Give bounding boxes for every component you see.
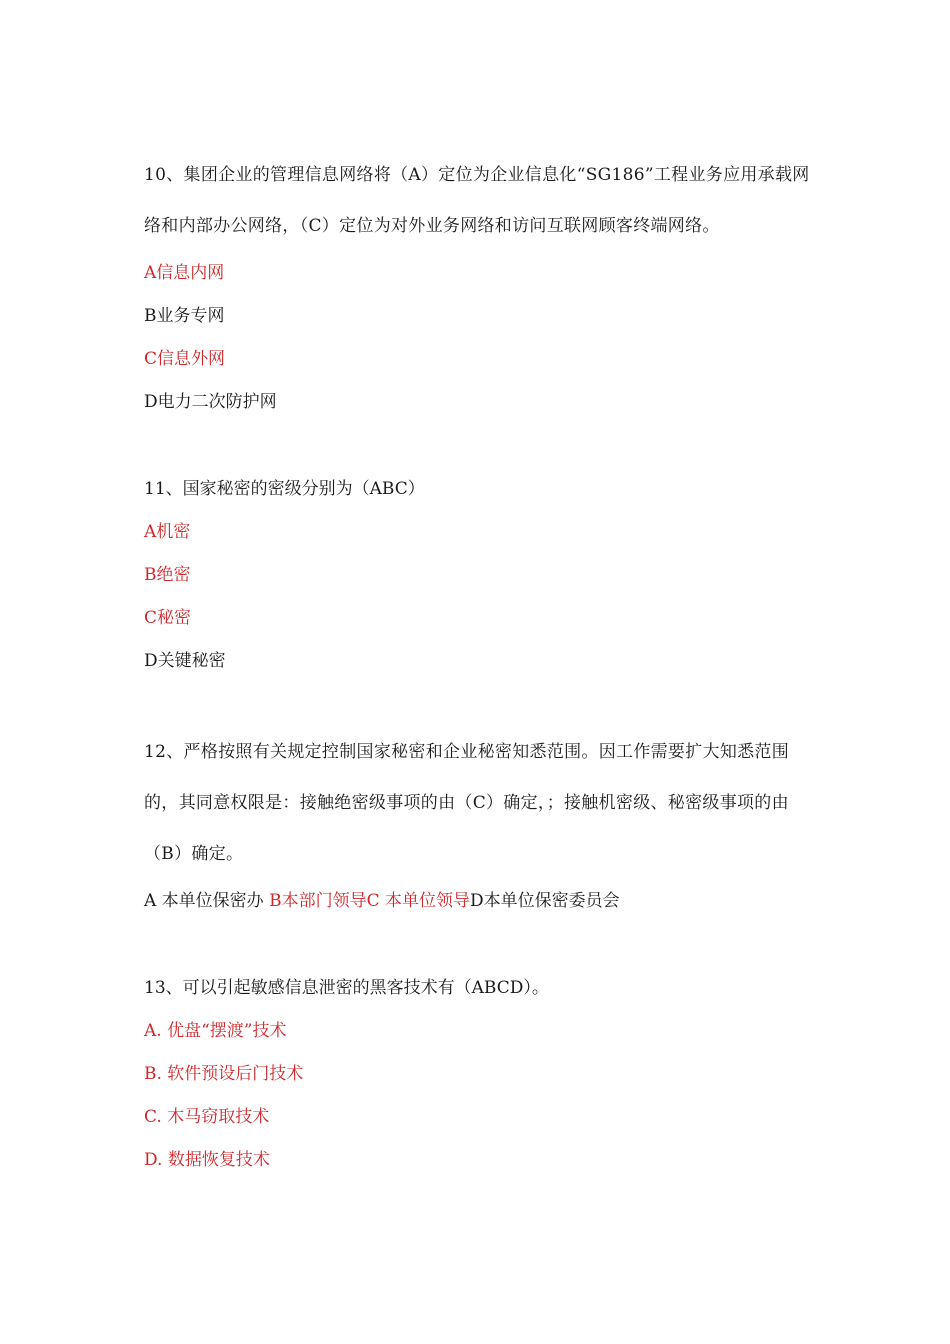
question-13-option-c: C. 木马窃取技术: [144, 1107, 270, 1127]
question-12-option-a: A 本单位保密办: [144, 891, 270, 911]
question-10-option-d: D电力二次防护网: [144, 392, 277, 412]
question-11-option-c: C秘密: [144, 608, 192, 628]
question-12-stem: 12、严格按照有关规定控制国家秘密和企业秘密知悉范围。因工作需要扩大知悉范围的，其同意权限是：接触绝密级事项的由（C）确定，；接触机密级、秘密级事项的由（B）确定。: [144, 742, 790, 864]
question-10-stem: 10、集团企业的管理信息网络将（A）定位为企业信息化“SG186”工程业务应用承载网络和内部办公网络，（C）定位为对外业务网络和访问互联网顾客终端网络。: [144, 165, 810, 236]
question-13-option-a: A. 优盘“摆渡”技术: [144, 1021, 287, 1041]
question-12-options: [144, 880, 814, 923]
question-10-option-c: C信息外网: [144, 349, 226, 369]
question-11-option-b: B绝密: [144, 565, 191, 585]
question-10-option-b: B业务专网: [144, 306, 225, 326]
question-13-option-d: D. 数据恢复技术: [144, 1150, 270, 1170]
question-10-option-a: A信息内网: [144, 263, 225, 283]
question-11-stem: 11、国家秘密的密级分别为（ABC）: [144, 479, 425, 499]
question-13-option-b: B. 软件预设后门技术: [144, 1064, 304, 1084]
question-11-option-a: A机密: [144, 522, 191, 542]
question-13-stem: 13、可以引起敏感信息泄密的黑客技术有（ABCD）。: [144, 978, 549, 998]
spacer: [144, 683, 814, 727]
question-12-option-b: B本部门领导: [269, 891, 367, 911]
spacer: [144, 424, 814, 468]
document-page: [144, 150, 814, 1182]
question-11-option-d: D关键秘密: [144, 651, 226, 671]
spacer: [144, 923, 814, 967]
question-12-option-d: D本单位保密委员会: [470, 891, 620, 911]
question-12-option-c: C 本单位领导: [366, 891, 471, 911]
